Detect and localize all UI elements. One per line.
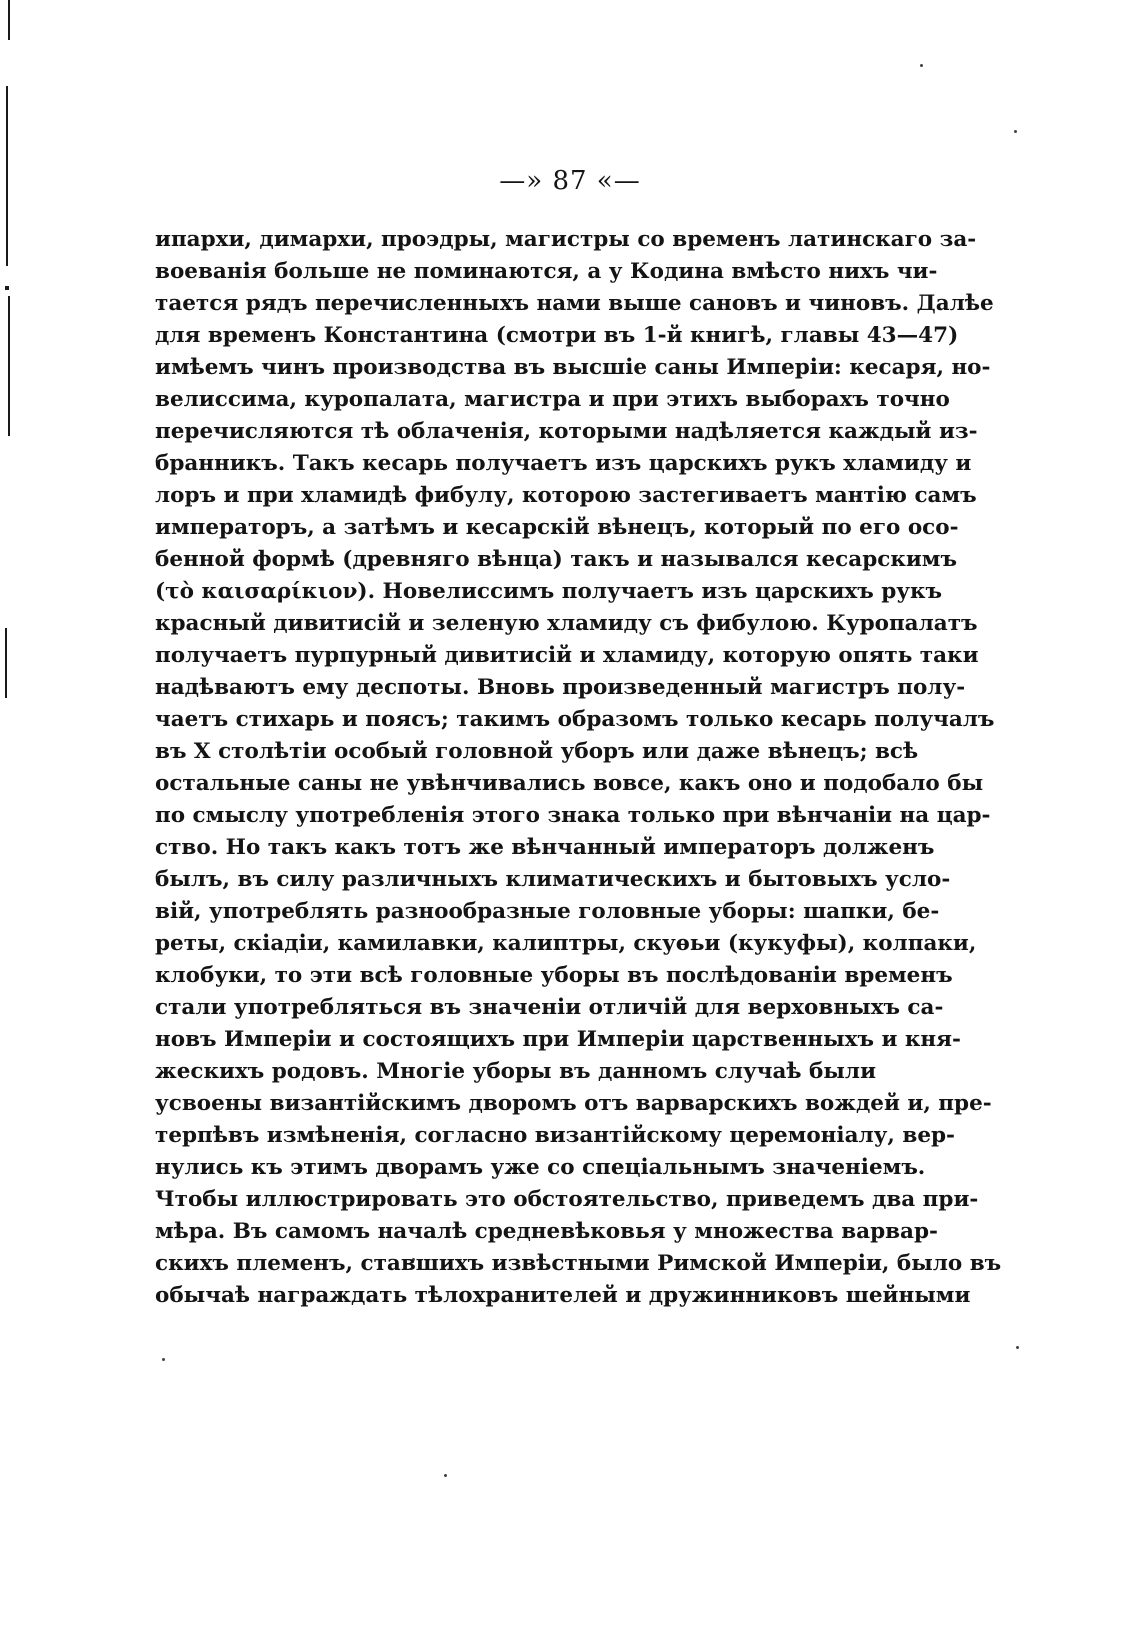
text-line: получаетъ пурпурный дивитисій и хламиду, которую опять таки: [155, 643, 979, 668]
text-line: скихъ племенъ, ставшихъ извѣстными Римской Имперіи, было въ: [155, 1251, 1002, 1276]
text-line: остальные саны не увѣнчивались вовсе, какъ оно и подобало бы: [155, 771, 984, 796]
text-line: (τὸ καισαρίκιον). Новелиссимъ получаетъ изъ царскихъ рукъ: [155, 579, 943, 604]
scan-speck: [920, 64, 923, 67]
text-line: бенной формѣ (древняго вѣнца) такъ и назывался кесарскимъ: [155, 547, 957, 572]
text-line: былъ, въ силу различныхъ климатическихъ и бытовыхъ усло-: [155, 867, 951, 892]
scan-edge-mark: [5, 286, 9, 290]
text-line: реты, скіадіи, камилавки, калиптры, скуѳьи (кукуфы), колпаки,: [155, 931, 977, 956]
text-line: Чтобы иллюстрировать это обстоятельство, приведемъ два при-: [155, 1187, 979, 1212]
text-line: новъ Имперіи и состоящихъ при Имперіи царственныхъ и кня-: [155, 1027, 961, 1052]
text-line: велиссима, куропалата, магистра и при этихъ выборахъ точно: [155, 387, 950, 412]
text-line: вій, употреблять разнообразные головные уборы: шапки, бе-: [155, 899, 940, 924]
text-line: чаетъ стихарь и поясъ; такимъ образомъ только кесарь получалъ: [155, 707, 995, 732]
scan-speck: [1014, 130, 1017, 133]
text-line: по смыслу употребленія этого знака только при вѣнчаніи на цар-: [155, 803, 991, 828]
text-line: имѣемъ чинъ производства въ высшіе саны Имперіи: кесаря, но-: [155, 355, 991, 380]
text-line: обычаѣ награждать тѣлохранителей и дружинниковъ шейными: [155, 1283, 971, 1308]
text-line: стали употребляться въ значеніи отличій для верховныхъ са-: [155, 995, 944, 1020]
scan-edge-mark: [8, 296, 10, 436]
text-line: усвоены византійскимъ дворомъ отъ варварскихъ вождей и, пре-: [155, 1091, 992, 1116]
text-line: ство. Но такъ какъ тотъ же вѣнчанный императоръ долженъ: [155, 835, 935, 860]
scan-speck: [1016, 1346, 1019, 1349]
text-line: ипархи, димархи, проэдры, магистры со временъ латинскаго за-: [155, 227, 977, 252]
scan-speck: [162, 1358, 165, 1361]
text-line: лоръ и при хламидѣ фибулу, которою застегиваетъ мантію самъ: [155, 483, 977, 508]
scan-edge-mark: [8, 0, 10, 40]
text-line: клобуки, то эти всѣ головные уборы въ послѣдованіи временъ: [155, 963, 953, 988]
text-line: тается рядъ перечисленныхъ нами выше сановъ и чиновъ. Далѣе: [155, 291, 994, 316]
text-line: терпѣвъ измѣненія, согласно византійскому церемоніалу, вер-: [155, 1123, 955, 1148]
text-line: воеванія больше не поминаются, а у Кодина вмѣсто нихъ чи-: [155, 259, 938, 284]
text-line: для временъ Константина (смотри въ 1-й книгѣ, главы 43—47): [155, 323, 959, 348]
text-line: въ X столѣтіи особый головной уборъ или даже вѣнецъ; всѣ: [155, 739, 919, 764]
text-line: перечисляются тѣ облаченія, которыми надѣляется каждый из-: [155, 419, 978, 444]
text-line: красный дивитисій и зеленую хламиду съ фибулою. Куропалатъ: [155, 611, 978, 636]
scan-edge-mark: [5, 628, 7, 698]
text-line: нулись къ этимъ дворамъ уже со спеціальнымъ значеніемъ.: [155, 1155, 926, 1180]
text-line: надѣваютъ ему деспоты. Вновь произведенный магистръ полу-: [155, 675, 966, 700]
text-line: императоръ, а затѣмъ и кесарскій вѣнецъ, который по его осо-: [155, 515, 959, 540]
text-line: мѣра. Въ самомъ началѣ средневѣковья у множества варвар-: [155, 1219, 938, 1244]
page-number: —» 87 «—: [499, 166, 641, 196]
body-text: [155, 224, 1002, 1312]
text-line: жескихъ родовъ. Многіе уборы въ данномъ случаѣ были: [155, 1059, 877, 1084]
text-line: бранникъ. Такъ кесарь получаетъ изъ царскихъ рукъ хламиду и: [155, 451, 972, 476]
scan-speck: [444, 1474, 447, 1477]
